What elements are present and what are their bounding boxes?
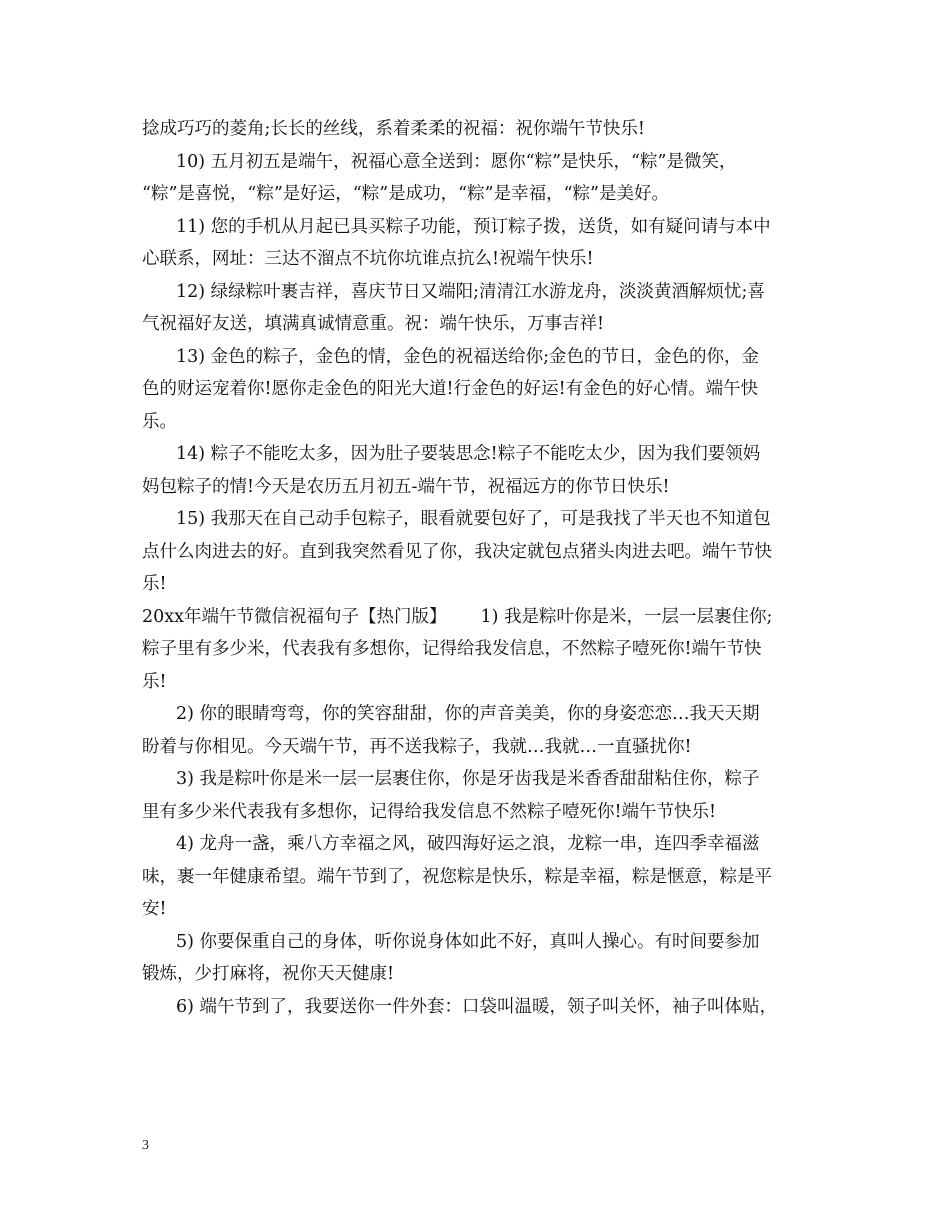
- list-item-4: 4) 龙舟一盏，乘八方幸福之风，破四海好运之浪，龙粽一串，连四季幸福滋: [176, 834, 760, 854]
- section-heading-line: [142, 601, 822, 634]
- page-number: 3: [142, 1138, 149, 1153]
- text-line: 乐!: [142, 574, 167, 594]
- text-line: 乐。: [142, 411, 177, 432]
- list-item-5: 5) 你要保重自己的身体，听你说身体如此不好，真叫人操心。有时间要参加: [176, 931, 760, 952]
- text-line: 色的财运宠着你!愿你走金色的阳光大道!行金色的好运!有金色的好心情。端午快: [142, 379, 759, 399]
- text-line: 乐!: [142, 671, 167, 692]
- text-line: 点什么肉进去的好。直到我突然看见了你，我决定就包点猪头肉进去吧。端午节快: [142, 541, 772, 562]
- text-line: 安!: [142, 899, 167, 919]
- list-item-11: 11) 您的手机从月起已具买粽子功能，预订粽子拨，送货，如有疑问请与本中: [176, 216, 771, 237]
- text-line: 味，裹一年健康希望。端午节到了，祝您粽是快乐，粽是幸福，粽是惬意，粽是平: [142, 866, 772, 887]
- list-item-14: 14) 粽子不能吃太多，因为肚子要装思念!粽子不能吃太少，因为我们要领妈: [176, 444, 761, 464]
- text-line: “粽”是喜悦，“粽”是好运，“粽”是成功，“粽”是幸福，“粽”是美好。: [142, 184, 669, 204]
- list-item-6: 6) 端午节到了，我要送你一件外套：口袋叫温暖，领子叫关怀，袖子叫体贴，: [176, 996, 778, 1017]
- section-heading: 20xx年端午节微信祝福句子【热门版】: [142, 606, 447, 627]
- list-item-2: 2) 你的眼睛弯弯，你的笑容甜甜，你的声音美美，你的身姿恋恋…我天天期: [176, 704, 760, 724]
- text-line: 锻炼，少打麻将，祝你天天健康!: [142, 964, 395, 984]
- text-line: 里有多少米代表我有多想你，记得给我发信息不然粽子噎死你!端午节快乐!: [142, 801, 717, 822]
- text-line: 心联系，网址：三达不溜点不坑你坑谁点抗么!祝端午快乐!: [142, 249, 594, 269]
- text-line: 盼着与你相见。今天端午节，再不送我粽子，我就…我就…一直骚扰你!: [142, 736, 692, 757]
- list-item-15: 15) 我那天在自己动手包粽子，眼看就要包好了，可是我找了半天也不知道包: [176, 509, 771, 529]
- list-item-10: 10) 五月初五是端午，祝福心意全送到：愿你“粽”是快乐，“粽”是微笑，: [176, 151, 737, 172]
- text-line: 妈包粽子的情!今天是农历五月初五-端午节，祝福远方的你节日快乐!: [142, 476, 670, 497]
- text-line: 捻成巧巧的菱角;长长的丝线，系着柔柔的祝福：祝你端午节快乐!: [142, 119, 645, 139]
- text-line: 气祝福好友送，填满真诚情意重。祝：端午快乐，万事吉祥!: [142, 314, 605, 334]
- list-item-12: 12) 绿绿粽叶裹吉祥，喜庆节日又端阳;清清江水游龙舟，淡淡黄酒解烦忧;喜: [176, 281, 765, 302]
- list-item-13: 13) 金色的粽子，金色的情，金色的祝福送给你;金色的节日，金色的你，金: [176, 346, 760, 367]
- list-item-3: 3) 我是粽叶你是米一层一层裹住你，你是牙齿我是米香香甜甜粘住你，粽子: [176, 769, 760, 789]
- text-line: 粽子里有多少米，代表我有多想你，记得给我发信息，不然粽子噎死你!端午节快: [142, 639, 762, 659]
- document-body: [142, 113, 822, 1023]
- list-item-1: 1) 我是粽叶你是米，一层一层裹住你;: [480, 606, 773, 627]
